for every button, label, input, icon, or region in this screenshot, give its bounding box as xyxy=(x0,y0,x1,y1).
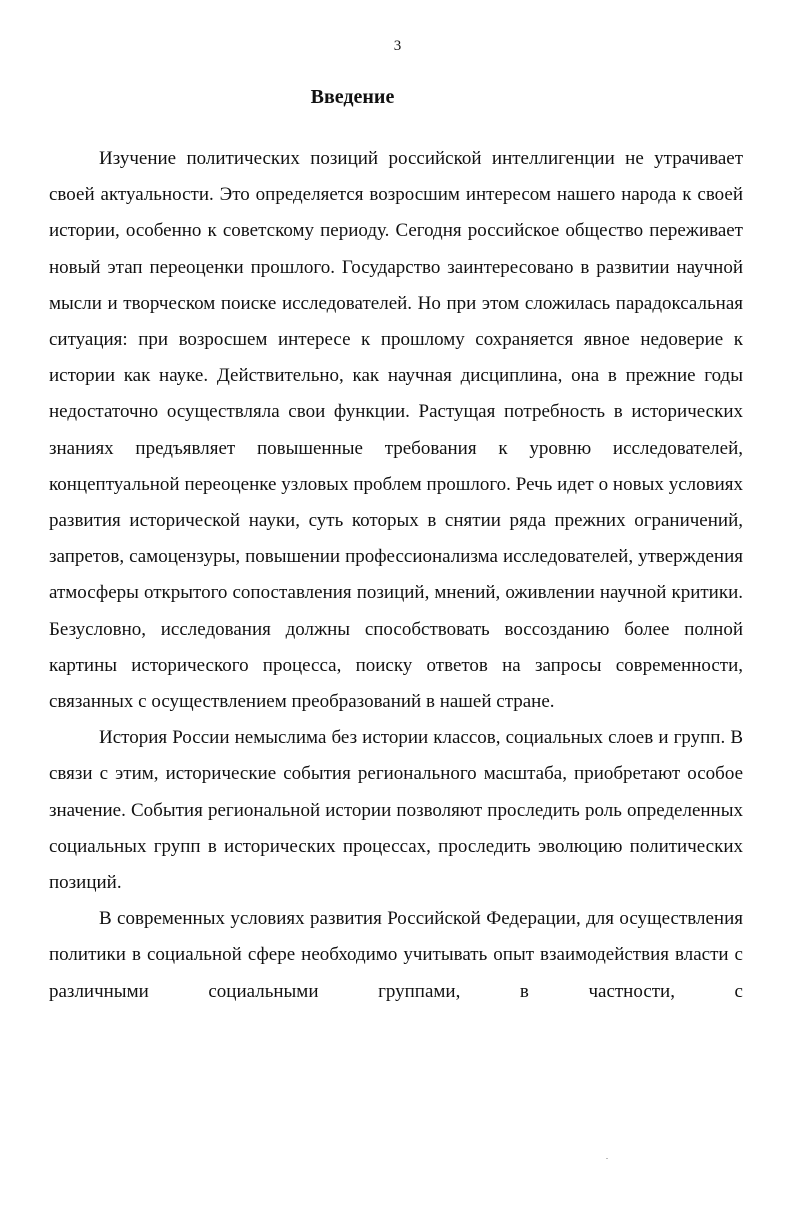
page-title: Введение xyxy=(310,86,395,108)
paragraph-1: Изучение политических позиций российской интеллигенции не утрачивает своей актуальности. Это определяется возросшим интересом нашего народа к своей истории, особенно к советскому периоду. Сегодня российское общество переживает новый этап переоценки прошлого. Государство заинтересовано в развитии научной мысли и творческом поиске исследователей. Но при этом сложилась парадоксальная ситуация: при возросшем интересе к прошлому сохраняется явное недоверие к истории как науке. Действительно, как научная дисциплина, она в прежние годы недостаточно осуществляла свои функции. Растущая потребность в исторических знаниях предъявляет повышенные требования к уровню исследователей, концептуальной переоценке узловых проблем прошлого. Речь идет о новых условиях развития исторической науки, суть которых в снятии ряда прежних ограничений, запретов, самоцензуры, повышении профессионализма исследователей, утверждения атмосферы открытого сопоставления позиций, мнений, оживлении научной критики. Безусловно, исследования должны способствовать воссозданию более полной картины исторического процесса, поиску ответов на запросы современности, связанных с осуществлением преобразований в нашей стране. xyxy=(49,148,743,713)
body-text xyxy=(49,141,743,1010)
scan-speck xyxy=(606,1158,608,1159)
paragraph-3: В современных условиях развития Российской Федерации, для осуществления политики в социальной сфере необходимо учитывать опыт взаимодействия власти с различными социальными группами, в частности, с xyxy=(49,908,743,1002)
paragraph-2: История России немыслима без истории классов, социальных слоев и групп. В связи с этим, исторические события регионального масштаба, приобретают особое значение. События региональной истории позволяют проследить роль определенных социальных групп в исторических процессах, проследить эволюцию политических позиций. xyxy=(49,727,743,894)
page-number: 3 xyxy=(393,38,402,54)
